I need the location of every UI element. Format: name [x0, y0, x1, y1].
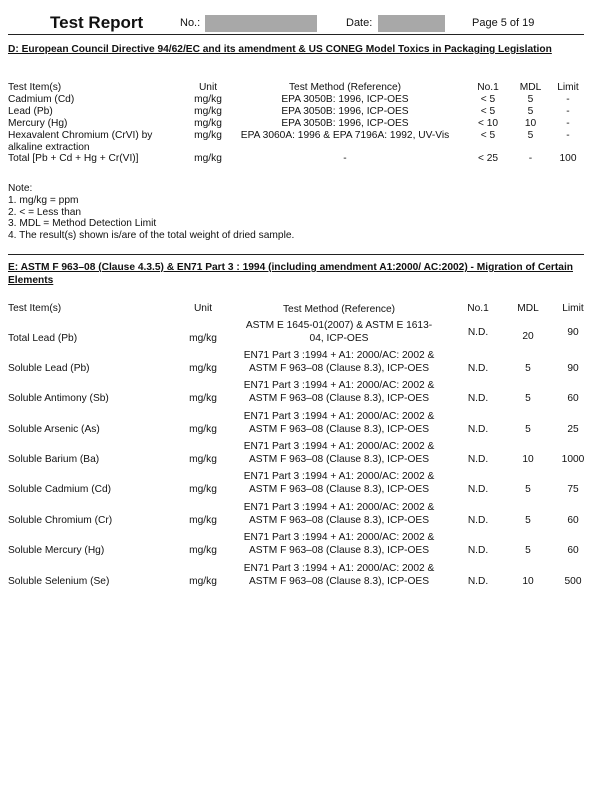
redacted-report-number [205, 15, 317, 32]
section-d-table [8, 82, 588, 165]
cell-unit: mg/kg [189, 484, 217, 495]
table-row [8, 501, 592, 531]
col-header-unit: Unit [193, 303, 213, 314]
col-header-limit: Limit [562, 303, 584, 314]
table-row [8, 349, 592, 379]
cell-item: Soluble Cadmium (Cd) [8, 484, 112, 495]
method-line-2: ASTM F 963–08 (Clause 8.3), ICP-OES [248, 545, 430, 556]
redacted-report-date [378, 15, 445, 32]
cell-item: Soluble Chromium (Cr) [8, 515, 113, 526]
section-d-title: D: European Council Directive 94/62/EC and its amendment & US CONEG Model Toxics in Packaging Legislation [8, 44, 552, 55]
cell-mdl: - [528, 153, 533, 164]
cell-method [223, 531, 455, 557]
cell-limit: 100 [559, 153, 577, 164]
cell-no1: N.D. [467, 545, 489, 556]
method-line-2: ASTM F 963–08 (Clause 8.3), ICP-OES [248, 576, 430, 587]
table-row [8, 440, 592, 470]
table-row [8, 118, 588, 130]
cell-method [223, 379, 455, 405]
cell-limit: 60 [567, 515, 579, 526]
cell-no1: < 5 [480, 106, 496, 117]
col-header-item: Test Item(s) [8, 82, 62, 93]
table-row [8, 531, 592, 561]
method-line-2: ASTM F 963–08 (Clause 8.3), ICP-OES [248, 454, 430, 465]
cell-mdl: 20 [522, 331, 534, 342]
cell-mdl: 5 [525, 484, 531, 495]
cell-limit: 500 [564, 576, 582, 587]
cell-no1: N.D. [467, 327, 489, 338]
cell-item: Soluble Selenium (Se) [8, 576, 110, 587]
cell-no1: N.D. [467, 363, 489, 374]
table-row [8, 410, 592, 440]
note-item: 4. The result(s) shown is/are of the total weight of dried sample. [8, 230, 295, 242]
cell-item: Soluble Barium (Ba) [8, 454, 100, 465]
cell-unit: mg/kg [189, 515, 217, 526]
cell-mdl: 5 [525, 393, 531, 404]
cell-no1: N.D. [467, 424, 489, 435]
method-line-1: EN71 Part 3 :1994 + A1: 2000/AC: 2002 & [243, 532, 435, 543]
method-line-1: EN71 Part 3 :1994 + A1: 2000/AC: 2002 & [243, 411, 435, 422]
cell-limit: - [566, 106, 570, 117]
method-line-2: ASTM F 963–08 (Clause 8.3), ICP-OES [248, 424, 430, 435]
method-line-1: EN71 Part 3 :1994 + A1: 2000/AC: 2002 & [243, 380, 435, 391]
cell-mdl: 5 [525, 545, 531, 556]
cell-item: Mercury (Hg) [8, 118, 68, 129]
cell-no1: N.D. [467, 393, 489, 404]
cell-item: Soluble Antimony (Sb) [8, 393, 109, 404]
table-row [8, 379, 592, 409]
cell-method [223, 319, 455, 345]
page-indicator: Page 5 of 19 [472, 17, 535, 29]
cell-no1: N.D. [467, 484, 489, 495]
cell-mdl: 10 [524, 118, 537, 129]
cell-unit: mg/kg [194, 106, 222, 117]
col-header-method: Test Method (Reference) [288, 82, 402, 93]
cell-unit: mg/kg [189, 454, 217, 465]
cell-no1: < 5 [480, 94, 496, 105]
cell-item: Lead (Pb) [8, 106, 53, 117]
method-line-2: ASTM F 963–08 (Clause 8.3), ICP-OES [248, 363, 430, 374]
cell-unit: mg/kg [189, 545, 217, 556]
col-header-item: Test Item(s) [8, 303, 62, 314]
method-line-2: ASTM F 963–08 (Clause 8.3), ICP-OES [248, 393, 430, 404]
cell-item: Cadmium (Cd) [8, 94, 75, 105]
table-row [8, 94, 588, 106]
cell-item: Total [Pb + Cd + Hg + Cr(VI)] [8, 153, 139, 164]
cell-limit: 60 [567, 393, 579, 404]
cell-unit: mg/kg [194, 118, 222, 129]
cell-limit: 90 [567, 363, 579, 374]
report-date-label: Date: [346, 17, 373, 29]
cell-method: EPA 3060A: 1996 & EPA 7196A: 1992, UV-Vis [240, 130, 450, 141]
section-e-title: E: ASTM F 963–08 (Clause 4.3.5) & EN71 Part 3 : 1994 (including amendment A1:2000/ AC:2002) - Migration of Certain Elements [8, 262, 573, 286]
cell-item: Soluble Lead (Pb) [8, 363, 90, 374]
cell-mdl: 5 [527, 106, 534, 117]
cell-method [223, 470, 455, 496]
cell-mdl: 10 [522, 454, 534, 465]
col-header-method: Test Method (Reference) [282, 304, 396, 315]
cell-no1: < 5 [480, 130, 496, 141]
method-line-2: ASTM F 963–08 (Clause 8.3), ICP-OES [248, 515, 430, 526]
cell-limit: 25 [567, 424, 579, 435]
note-item: 1. mg/kg = ppm [8, 194, 79, 206]
table-row [8, 319, 592, 349]
col-header-limit: Limit [557, 82, 579, 93]
cell-limit: 90 [567, 327, 579, 338]
cell-limit: 60 [567, 545, 579, 556]
cell-no1: N.D. [467, 576, 489, 587]
method-line-1: EN71 Part 3 :1994 + A1: 2000/AC: 2002 & [243, 502, 435, 513]
cell-method: EPA 3050B: 1996, ICP-OES [281, 118, 409, 129]
cell-no1: N.D. [467, 515, 489, 526]
cell-unit: mg/kg [189, 333, 217, 344]
cell-method: EPA 3050B: 1996, ICP-OES [281, 94, 409, 105]
table-row [8, 130, 588, 153]
table-row [8, 562, 592, 592]
cell-item: Soluble Arsenic (As) [8, 424, 100, 435]
method-line-2: 04, ICP-OES [309, 333, 369, 344]
cell-method [223, 410, 455, 436]
cell-no1: N.D. [467, 454, 489, 465]
method-line-1: EN71 Part 3 :1994 + A1: 2000/AC: 2002 & [243, 563, 435, 574]
cell-limit: 1000 [561, 454, 585, 465]
table-row [8, 470, 592, 500]
cell-unit: mg/kg [194, 153, 222, 164]
cell-limit: - [566, 130, 570, 141]
report-title: Test Report [50, 13, 144, 32]
cell-item: Soluble Mercury (Hg) [8, 545, 105, 556]
cell-method [223, 349, 455, 375]
cell-unit: mg/kg [189, 424, 217, 435]
cell-unit: mg/kg [189, 393, 217, 404]
cell-method [223, 501, 455, 527]
cell-mdl: 5 [525, 424, 531, 435]
cell-mdl: 5 [525, 363, 531, 374]
col-header-unit: Unit [198, 82, 218, 93]
cell-method [223, 440, 455, 466]
cell-unit: mg/kg [194, 130, 222, 141]
cell-limit: 75 [567, 484, 579, 495]
method-line-1: ASTM E 1645-01(2007) & ASTM E 1613- [245, 320, 433, 331]
note-item: 3. MDL = Method Detection Limit [8, 218, 157, 230]
cell-unit: mg/kg [194, 94, 222, 105]
cell-method: - [343, 153, 347, 164]
table-row [8, 106, 588, 118]
cell-unit: mg/kg [189, 576, 217, 587]
cell-item: Total Lead (Pb) [8, 333, 78, 344]
method-line-1: EN71 Part 3 :1994 + A1: 2000/AC: 2002 & [243, 350, 435, 361]
col-header-no1: No.1 [477, 82, 499, 93]
notes-block [8, 183, 294, 242]
cell-no1: < 25 [477, 153, 499, 164]
cell-mdl: 5 [527, 94, 534, 105]
cell-mdl: 5 [527, 130, 534, 141]
method-line-1: EN71 Part 3 :1994 + A1: 2000/AC: 2002 & [243, 441, 435, 452]
cell-method [223, 562, 455, 588]
notes-heading: Note: [8, 183, 33, 194]
col-header-no1: No.1 [467, 303, 489, 314]
table-row [8, 153, 588, 165]
table-header-row [8, 82, 588, 94]
header-divider [8, 34, 584, 35]
cell-method: EPA 3050B: 1996, ICP-OES [281, 106, 409, 117]
report-number-label: No.: [180, 17, 201, 29]
cell-limit: - [566, 118, 570, 129]
section-divider [8, 254, 584, 255]
cell-no1: < 10 [477, 118, 499, 129]
cell-unit: mg/kg [189, 363, 217, 374]
cell-mdl: 5 [525, 515, 531, 526]
method-line-2: ASTM F 963–08 (Clause 8.3), ICP-OES [248, 484, 430, 495]
cell-mdl: 10 [522, 576, 534, 587]
method-line-1: EN71 Part 3 :1994 + A1: 2000/AC: 2002 & [243, 471, 435, 482]
col-header-mdl: MDL [517, 303, 539, 314]
note-item: 2. < = Less than [8, 206, 82, 218]
col-header-mdl: MDL [519, 82, 542, 93]
cell-item: Hexavalent Chromium (CrVI) by alkaline extraction [8, 130, 153, 153]
cell-limit: - [566, 94, 570, 105]
